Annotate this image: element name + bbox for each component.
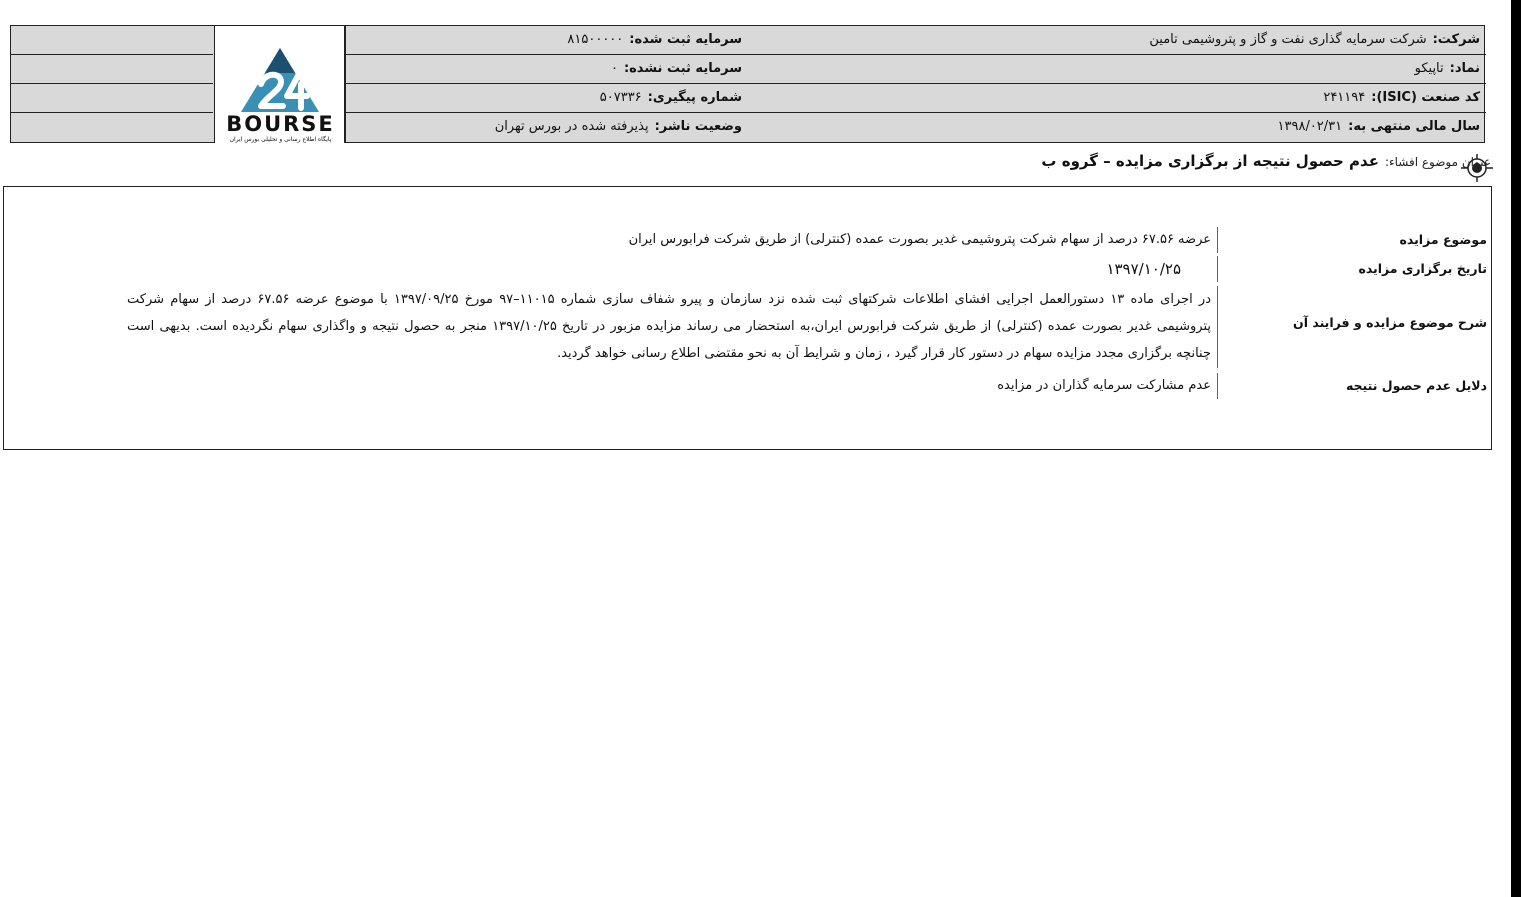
subject-value: عدم حصول نتیجه از برگزاری مزایده – گروه ب: [1041, 152, 1379, 170]
detail-value: در اجرای ماده ۱۳ دستورالعمل اجرایی افشای اطلاعات شرکتهای ثبت شده نزد سازمان و پیرو شفاف سازی شماره ۱۱۰۱۵–۹۷ مورخ ۱۳۹۷/۰۹/۲۵ با موضوع عرضه ۶۷.۵۶ درصد از سهام شرکت پتروشیمی غدیر بصورت عمده (کنترلی) از طریق شرکت فرابورس ایران،به استحضار می رساند مزایده مزبور در تاریخ ۱۳۹۷/۱۰/۲۵ منجر به حصول نتیجه و واگذاری سهام نگردیده است. بدیهی است چنانچه برگزاری مجدد مزایده سهام در دستور کار قرار گیرد ، زمان و شرایط آن به نحو مقتضی اطلاع رسانی خواهد گردید.: [127, 292, 1211, 361]
row-divider: [1217, 256, 1218, 282]
company-label: شرکت:: [1432, 32, 1480, 47]
bourse-logo-icon: [215, 26, 346, 116]
tracking-label: شماره پیگیری:: [647, 90, 742, 105]
logo-wordmark: BOURSE: [226, 112, 335, 136]
detail-label: موضوع مزایده: [1399, 232, 1487, 247]
tracking-value: ۵۰۷۳۳۶: [599, 90, 642, 105]
tracking-number-cell: [345, 84, 748, 113]
logo-subtitle: پایگاه اطلاع رسانی و تحلیلی بورس ایران: [229, 136, 332, 143]
reg-capital-label: سرمایه ثبت شده:: [629, 32, 742, 47]
detail-label: تاریخ برگزاری مزایده: [1358, 261, 1487, 276]
status-value: پذیرفته شده در بورس تهران: [494, 119, 649, 134]
detail-label: دلایل عدم حصول نتیجه: [1345, 378, 1487, 393]
registered-capital-cell: [345, 26, 748, 55]
window-edge-bar: [1511, 0, 1521, 897]
subject-label: عنوان موضوع افشاء:: [1384, 155, 1491, 169]
isic-cell: [748, 84, 1486, 113]
symbol-value: تاپیکو: [1414, 61, 1444, 76]
symbol-label: نماد:: [1449, 61, 1480, 76]
reg-capital-value: ۸۱۵۰۰۰۰۰: [567, 32, 624, 47]
fiscal-label: سال مالی منتهی به:: [1348, 119, 1480, 134]
bourse-logo: [214, 26, 345, 143]
publisher-status-cell: [345, 113, 748, 142]
detail-row: [2, 227, 1491, 253]
empty-cell: [11, 55, 213, 84]
empty-cell: [11, 113, 213, 142]
fiscal-value: ۱۳۹۸/۰۲/۳۱: [1277, 119, 1343, 134]
detail-row: [2, 373, 1491, 399]
detail-value: عرضه ۶۷.۵۶ درصد از سهام شرکت پتروشیمی غدیر بصورت عمده (کنترلی) از طریق شرکت فرابورس ایران: [628, 232, 1211, 247]
detail-row: [2, 286, 1491, 368]
unreg-capital-label: سرمایه ثبت نشده:: [623, 61, 742, 76]
detail-label: شرح موضوع مزایده و فرایند آن: [1293, 315, 1487, 330]
empty-cell: [11, 26, 213, 55]
isic-label: کد صنعت (ISIC):: [1371, 90, 1480, 105]
unreg-capital-value: ۰: [610, 61, 618, 76]
row-divider: [1217, 227, 1218, 253]
fiscal-year-cell: [748, 113, 1486, 142]
detail-value: عدم مشارکت سرمایه گذاران در مزایده: [997, 378, 1211, 393]
details-panel: [3, 186, 1492, 450]
company-value: شرکت سرمایه گذاری نفت و گاز و پتروشیمی تامین: [1149, 32, 1427, 47]
symbol-cell: [748, 55, 1486, 84]
isic-value: ۲۴۱۱۹۴: [1323, 90, 1366, 105]
detail-row: [2, 256, 1491, 282]
company-cell: [748, 26, 1486, 55]
row-divider: [1217, 373, 1218, 399]
unregistered-capital-cell: [345, 55, 748, 84]
detail-value: ۱۳۹۷/۱۰/۲۵: [1106, 260, 1181, 278]
disclosure-subject: [1041, 152, 1491, 170]
status-label: وضعیت ناشر:: [654, 119, 742, 134]
company-info-header: [10, 25, 1485, 143]
empty-cell: [11, 84, 213, 113]
row-divider: [1217, 286, 1218, 368]
